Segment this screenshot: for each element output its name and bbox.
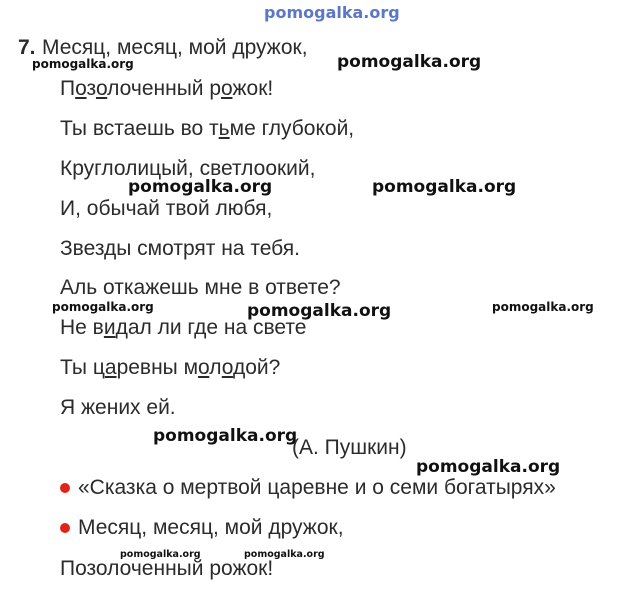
- watermark: pomogalka.org: [244, 549, 325, 560]
- watermark: pomogalka.org: [416, 457, 561, 477]
- poem-line-7: Аль откажешь мне в ответе?: [60, 276, 341, 299]
- poem-line-9: Ты царевны молодой?: [60, 356, 281, 379]
- answer-quote-line-2: Позолоченный рожок!: [60, 557, 274, 580]
- watermark: pomogalka.org: [52, 300, 154, 314]
- watermark: pomogalka.org: [128, 177, 273, 197]
- poem-line-5: И, обычай твой любя,: [60, 197, 273, 220]
- poem-line-10: Я жених ей.: [60, 396, 176, 419]
- poem-line-8: Не видал ли где на свете: [60, 316, 307, 339]
- watermark: pomogalka.org: [337, 52, 482, 72]
- answer-title: «Сказка о мертвой царевне и о семи богатырях»: [78, 476, 556, 499]
- watermark: pomogalka.org: [120, 549, 201, 560]
- watermark: pomogalka.org: [492, 300, 594, 314]
- poem-line-2: Позолоченный рожок!: [60, 77, 274, 100]
- watermark: pomogalka.org: [247, 301, 392, 321]
- poem-line-6: Звезды смотрят на тебя.: [60, 237, 300, 260]
- answer-quote: Месяц, месяц, мой дружок,: [78, 516, 344, 539]
- watermark: pomogalka.org: [153, 426, 298, 446]
- poem-line-1: Месяц, месяц, мой дружок,: [42, 36, 308, 59]
- watermark: pomogalka.org: [372, 177, 517, 197]
- watermark-top: pomogalka.org: [264, 3, 400, 22]
- exercise-number: 7.: [18, 36, 36, 59]
- watermark: pomogalka.org: [32, 57, 134, 71]
- poem-line-3: Ты встаешь во тьме глубокой,: [60, 117, 355, 140]
- bullet-icon: [60, 483, 70, 493]
- poem-author: (А. Пушкин): [292, 436, 407, 459]
- poem-line-4: Круглолицый, светлоокий,: [60, 157, 316, 180]
- bullet-icon: [60, 523, 70, 533]
